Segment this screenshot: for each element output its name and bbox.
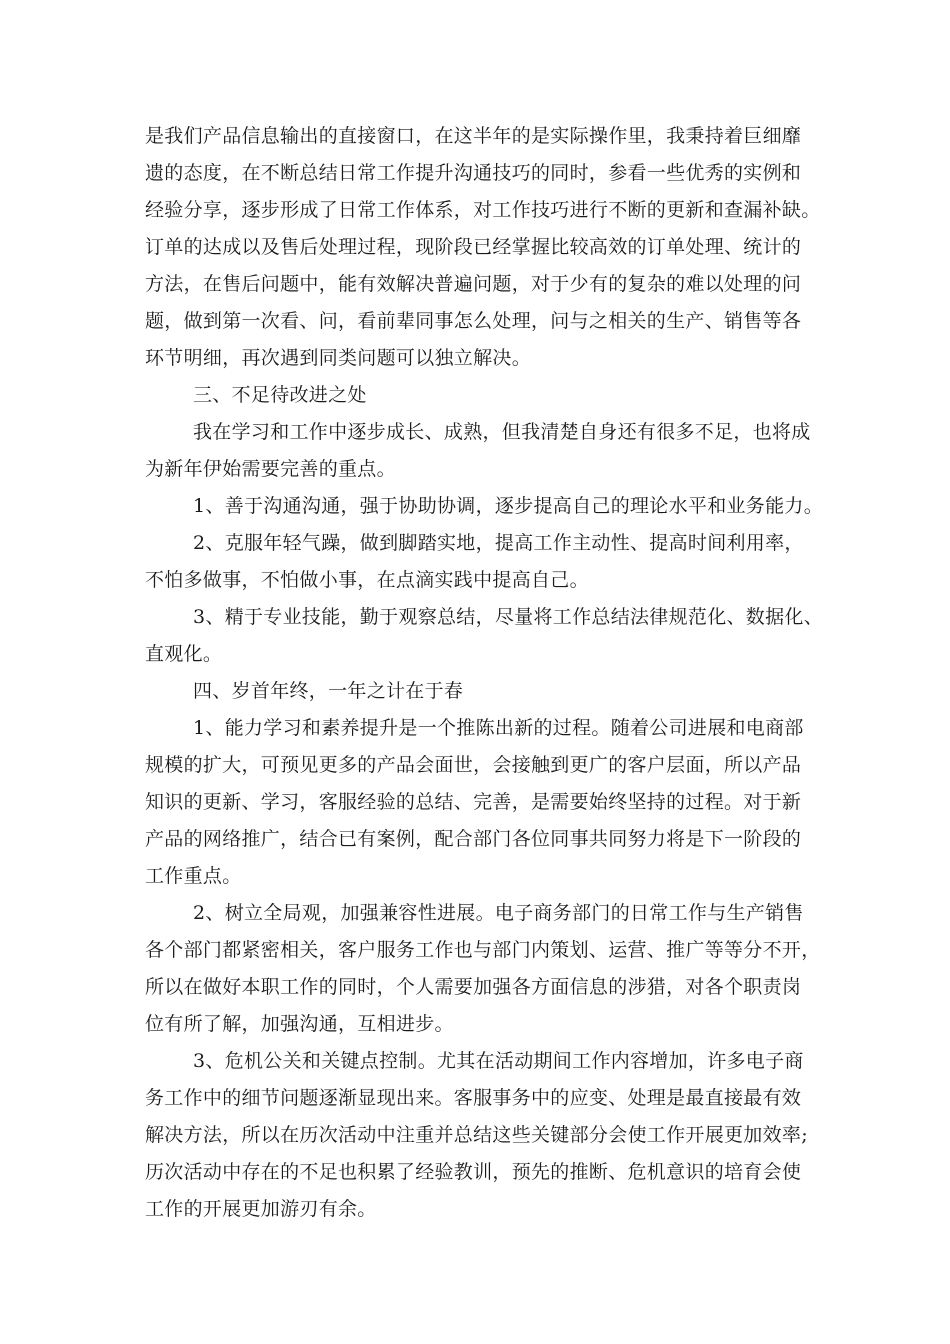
list-item: 3、危机公关和关键点控制。尤其在活动期间工作内容增加，许多电子商	[193, 1050, 804, 1072]
list-item: 3、精于专业技能，勤于观察总结，尽量将工作总结法律规范化、数据化、	[193, 606, 823, 628]
text-line: 直观化。	[145, 643, 223, 665]
text-line: 环节明细，再次遇到同类问题可以独立解决。	[145, 347, 532, 369]
section-heading: 四、岁首年终，一年之计在于春	[193, 680, 464, 702]
text-line: 我在学习和工作中逐步成长、成熟，但我清楚自身还有很多不足，也将成	[193, 421, 811, 443]
text-line: 历次活动中存在的不足也积累了经验教训，预先的推断、危机意识的培育会使	[145, 1161, 802, 1183]
text-line: 为新年伊始需要完善的重点。	[145, 458, 396, 480]
text-line: 位有所了解，加强沟通，互相进步。	[145, 1013, 454, 1035]
text-line: 订单的达成以及售后处理过程，现阶段已经掌握比较高效的订单处理、统计的	[145, 236, 802, 258]
text-line: 工作的开展更加游刃有余。	[145, 1198, 377, 1220]
text-line: 各个部门都紧密相关，客户服务工作也与部门内策划、运营、推广等等分不开，	[145, 939, 821, 961]
section-heading: 三、不足待改进之处	[193, 384, 367, 406]
text-line: 所以在做好本职工作的同时，个人需要加强各方面信息的涉猎，对各个职责岗	[145, 976, 802, 998]
text-line: 经验分享，逐步形成了日常工作体系，对工作技巧进行不断的更新和查漏补缺。	[145, 199, 821, 221]
text-line: 规模的扩大，可预见更多的产品会面世，会接触到更广的客户层面，所以产品	[145, 754, 802, 776]
text-line: 产品的网络推广，结合已有案例，配合部门各位同事共同努力将是下一阶段的	[145, 828, 802, 850]
list-item: 2、树立全局观，加强兼容性进展。电子商务部门的日常工作与生产销售	[193, 902, 804, 924]
text-line: 工作重点。	[145, 865, 242, 887]
list-item: 1、善于沟通沟通，强于协助协调，逐步提高自己的理论水平和业务能力。	[193, 495, 823, 517]
text-line: 是我们产品信息输出的直接窗口，在这半年的是实际操作里，我秉持着巨细靡	[145, 125, 802, 147]
text-line: 不怕多做事，不怕做小事，在点滴实践中提高自己。	[145, 569, 589, 591]
text-line: 方法，在售后问题中，能有效解决普遍问题，对于少有的复杂的难以处理的问	[145, 273, 802, 295]
text-line: 解决方法，所以在历次活动中注重并总结这些关键部分会使工作开展更加效率;	[145, 1124, 808, 1146]
list-item: 1、能力学习和素养提升是一个推陈出新的过程。随着公司进展和电商部	[193, 717, 804, 739]
text-line: 遗的态度，在不断总结日常工作提升沟通技巧的同时，参看一些优秀的实例和	[145, 162, 802, 184]
text-line: 题，做到第一次看、问，看前辈同事怎么处理，问与之相关的生产、销售等各	[145, 310, 802, 332]
text-line: 知识的更新、学习，客服经验的总结、完善，是需要始终坚持的过程。对于新	[145, 791, 802, 813]
text-line: 务工作中的细节问题逐渐显现出来。客服事务中的应变、处理是最直接最有效	[145, 1087, 802, 1109]
list-item: 2、克服年轻气躁，做到脚踏实地，提高工作主动性、提高时间利用率，	[193, 532, 804, 554]
